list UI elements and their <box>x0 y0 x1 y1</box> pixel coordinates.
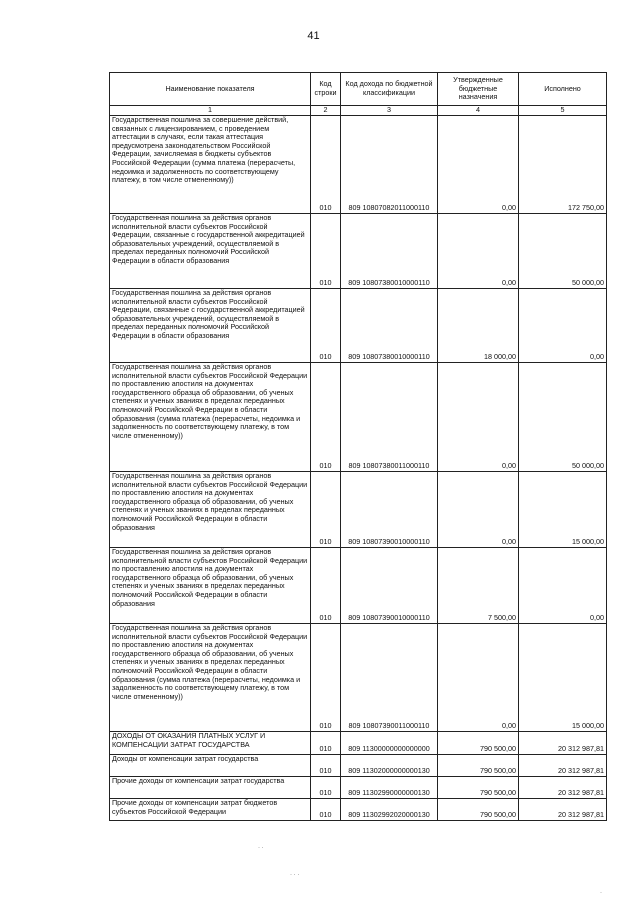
row-kbk: 809 10807380010000110 <box>341 289 438 363</box>
row-done: 172 750,00 <box>519 116 607 214</box>
table-row <box>110 214 607 289</box>
row-code: 010 <box>311 624 341 732</box>
row-done: 20 312 987,81 <box>519 755 607 777</box>
table-row <box>110 289 607 363</box>
row-code: 010 <box>311 214 341 289</box>
scan-speck: · · <box>258 845 264 851</box>
row-kbk: 809 10807380010000110 <box>341 214 438 289</box>
row-kbk: 809 10807082011000110 <box>341 116 438 214</box>
row-plan: 0,00 <box>438 363 519 472</box>
row-code: 010 <box>311 116 341 214</box>
row-code: 010 <box>311 548 341 624</box>
table-row <box>110 624 607 732</box>
row-name: Государственная пошлина за совершение действий, связанных с лицензированием, с проведением аттестации в случаях, если такая аттестация предусмотрена законодательством Российской Федерации, зачисляемая в бюджеты субъектов Российской Федерации (сумма платежа (перерасчеты, недоимка и задолженность по соответствующему платежу, в том числе отмененному)) <box>110 116 311 214</box>
row-plan: 7 500,00 <box>438 548 519 624</box>
header-name: Наименование показателя <box>110 73 311 106</box>
column-number: 2 <box>311 106 341 116</box>
row-name: Государственная пошлина за действия органов исполнительной власти субъектов Российской Федерации по проставлению апостиля на документах государственного образца об образовании, об ученых степенях и ученых званиях в пределах переданных полномочий Российской Федерации в области образования <box>110 548 311 624</box>
header-plan: Утвержденные бюджетные назначения <box>438 73 519 106</box>
column-number: 1 <box>110 106 311 116</box>
row-kbk: 809 10807390011000110 <box>341 624 438 732</box>
row-done: 50 000,00 <box>519 214 607 289</box>
column-number: 5 <box>519 106 607 116</box>
row-code: 010 <box>311 289 341 363</box>
row-name: ДОХОДЫ ОТ ОКАЗАНИЯ ПЛАТНЫХ УСЛУГ И КОМПЕНСАЦИИ ЗАТРАТ ГОСУДАРСТВА <box>110 732 311 755</box>
row-name: Государственная пошлина за действия органов исполнительной власти субъектов Российской Федерации по проставлению апостиля на документах государственного образца об образовании, об ученых степенях и ученых званиях в пределах переданных полномочий Российской Федерации в области образования <box>110 472 311 548</box>
row-plan: 0,00 <box>438 472 519 548</box>
row-name: Государственная пошлина за действия органов исполнительной власти субъектов Российской Федерации по проставлению апостиля на документах государственного образца об образовании, об ученых степенях и ученых званиях в пределах переданных полномочий Российской Федерации в области образования (сумма платежа (перерасчеты, недоимка и задолженность по соответствующему платежу, в том числе отмененному)) <box>110 363 311 472</box>
row-done: 50 000,00 <box>519 363 607 472</box>
table-row <box>110 116 607 214</box>
header-kbk: Код дохода по бюджетной классификации <box>341 73 438 106</box>
row-name: Доходы от компенсации затрат государства <box>110 755 311 777</box>
row-done: 20 312 987,81 <box>519 799 607 821</box>
header-done: Исполнено <box>519 73 607 106</box>
row-done: 0,00 <box>519 548 607 624</box>
row-plan: 790 500,00 <box>438 755 519 777</box>
table-row <box>110 732 607 755</box>
table-row <box>110 548 607 624</box>
row-code: 010 <box>311 732 341 755</box>
row-kbk: 809 11302000000000130 <box>341 755 438 777</box>
row-plan: 0,00 <box>438 214 519 289</box>
row-done: 0,00 <box>519 289 607 363</box>
row-code: 010 <box>311 777 341 799</box>
row-kbk: 809 11302990000000130 <box>341 777 438 799</box>
table-row <box>110 755 607 777</box>
row-plan: 0,00 <box>438 624 519 732</box>
row-name: Прочие доходы от компенсации затрат бюджетов субъектов Российской Федерации <box>110 799 311 821</box>
scan-speck: · · · <box>290 872 300 878</box>
row-plan: 0,00 <box>438 116 519 214</box>
row-code: 010 <box>311 472 341 548</box>
table-row <box>110 363 607 472</box>
column-number: 4 <box>438 106 519 116</box>
row-code: 010 <box>311 363 341 472</box>
page-number: 41 <box>307 30 320 42</box>
row-name: Государственная пошлина за действия органов исполнительной власти субъектов Российской Федерации, связанные с государственной аккредитацией образовательных учреждений, осуществляемой в пределах переданных полномочий Российской Федерации в области образования <box>110 289 311 363</box>
table-header-row <box>110 73 607 106</box>
row-done: 20 312 987,81 <box>519 732 607 755</box>
column-number: 3 <box>341 106 438 116</box>
row-name: Государственная пошлина за действия органов исполнительной власти субъектов Российской Федерации по проставлению апостиля на документах государственного образца об образовании, об ученых степенях и ученых званиях в пределах переданных полномочий Российской Федерации в области образования (сумма платежа (перерасчеты, недоимка и задолженность по соответствующему платежу, в том числе отмененному)) <box>110 624 311 732</box>
column-numbers-row <box>110 106 607 116</box>
row-kbk: 809 10807380011000110 <box>341 363 438 472</box>
table-row <box>110 799 607 821</box>
scan-speck: · <box>600 890 602 896</box>
row-kbk: 809 11302992020000130 <box>341 799 438 821</box>
row-kbk: 809 10807390010000110 <box>341 548 438 624</box>
revenue-report-table <box>109 72 607 821</box>
row-plan: 790 500,00 <box>438 732 519 755</box>
row-plan: 790 500,00 <box>438 799 519 821</box>
row-plan: 18 000,00 <box>438 289 519 363</box>
row-done: 15 000,00 <box>519 624 607 732</box>
row-done: 15 000,00 <box>519 472 607 548</box>
row-kbk: 809 11300000000000000 <box>341 732 438 755</box>
table-row <box>110 777 607 799</box>
row-code: 010 <box>311 755 341 777</box>
table-row <box>110 472 607 548</box>
row-code: 010 <box>311 799 341 821</box>
header-code: Код строки <box>311 73 341 106</box>
row-name: Государственная пошлина за действия органов исполнительной власти субъектов Российской Федерации, связанные с государственной аккредитацией образовательных учреждений, осуществляемой в пределах переданных полномочий Российской Федерации в области образования <box>110 214 311 289</box>
row-kbk: 809 10807390010000110 <box>341 472 438 548</box>
row-name: Прочие доходы от компенсации затрат государства <box>110 777 311 799</box>
row-plan: 790 500,00 <box>438 777 519 799</box>
row-done: 20 312 987,81 <box>519 777 607 799</box>
